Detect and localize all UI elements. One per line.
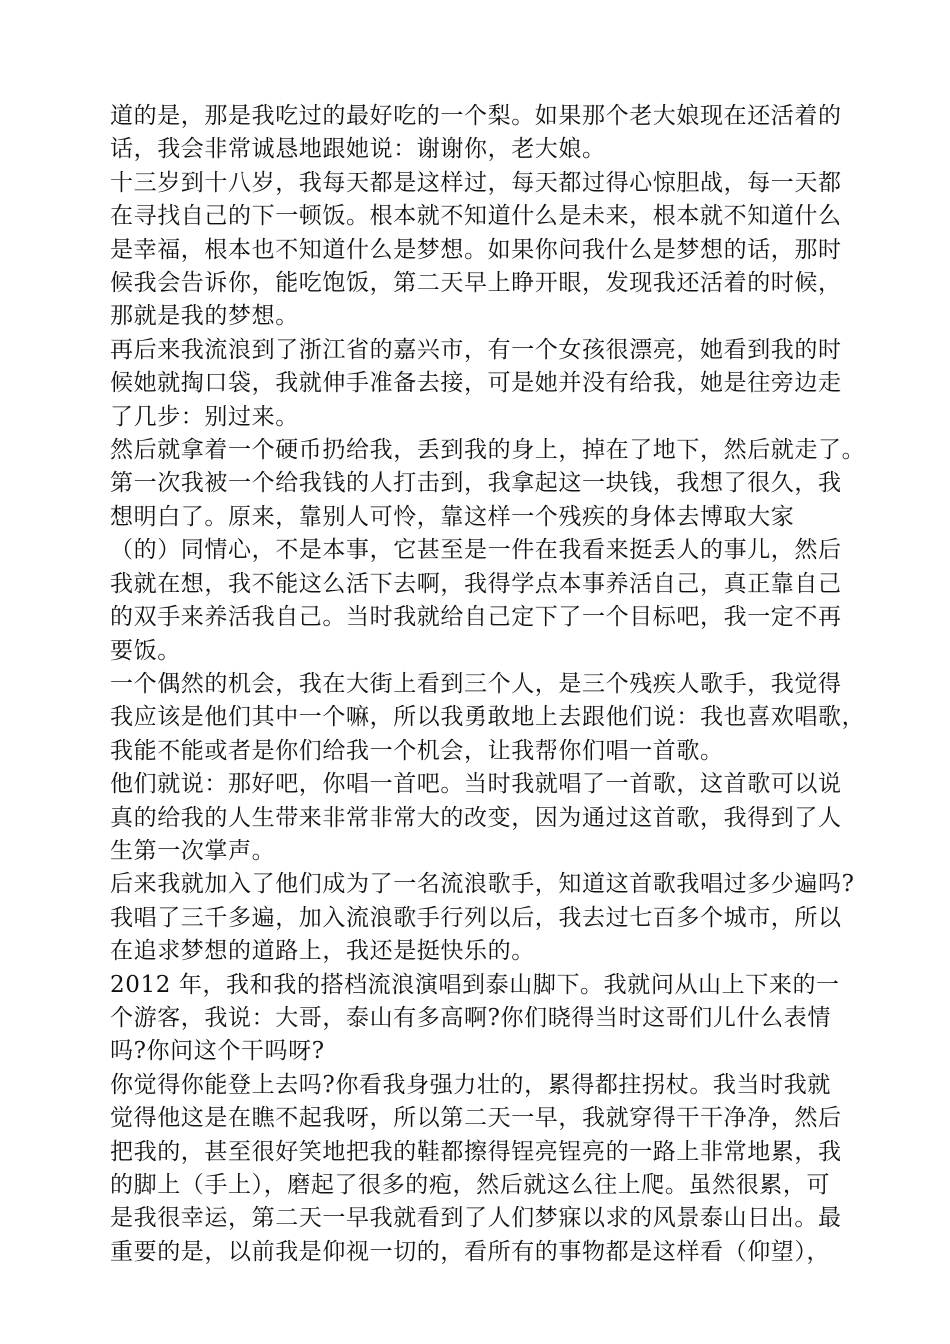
text-line: 我应该是他们其中一个嘛，所以我勇敢地上去跟他们说：我也喜欢唱歌， bbox=[110, 704, 866, 731]
text-line: 吗?你问这个干吗呀? bbox=[110, 1038, 325, 1065]
text-line: 生第一次掌声。 bbox=[110, 837, 276, 864]
text-line: 第一次我被一个给我钱的人打击到，我拿起这一块钱，我想了很久，我 bbox=[110, 470, 842, 497]
text-line: 想明白了。原来，靠别人可怜，靠这样一个残疾的身体去博取大家 bbox=[110, 503, 795, 530]
text-line: 我唱了三千多遍，加入流浪歌手行列以后，我去过七百多个城市，所以 bbox=[110, 904, 842, 931]
paragraph bbox=[110, 434, 866, 668]
text-line: 十三岁到十八岁，我每天都是这样过，每天都过得心惊胆战，每一天都 bbox=[110, 169, 842, 196]
text-line: 道的是，那是我吃过的最好吃的一个梨。如果那个老大娘现在还活着的 bbox=[110, 103, 842, 129]
text-line: 把我的，甚至很好笑地把我的鞋都擦得锃亮锃亮的一路上非常地累，我 bbox=[110, 1138, 842, 1165]
text-line: 你觉得你能登上去吗?你看我身强力壮的，累得都拄拐杖。我当时我就 bbox=[110, 1071, 831, 1098]
text-line: 一个偶然的机会，我在大街上看到三个人，是三个残疾人歌手，我觉得 bbox=[110, 670, 842, 697]
text-line: 候我会告诉你，能吃饱饭，第二天早上睁开眼，发现我还活着的时候， bbox=[110, 270, 842, 297]
text-line: 真的给我的人生带来非常非常大的改变，因为通过这首歌，我得到了人 bbox=[110, 804, 842, 831]
paragraph bbox=[110, 1069, 850, 1269]
text-line: 的脚上（手上），磨起了很多的疱，然后就这么往上爬。虽然很累，可 bbox=[110, 1172, 831, 1198]
text-line: 候她就掏口袋，我就伸手准备去接，可是她并没有给我，她是往旁边走 bbox=[110, 370, 842, 397]
text-line: 那就是我的梦想。 bbox=[110, 303, 299, 330]
paragraph bbox=[110, 334, 850, 434]
text-line: （的）同情心，不是本事，它甚至是一件在我看来挺丢人的事儿，然后 bbox=[110, 537, 842, 564]
paragraph bbox=[110, 768, 850, 868]
text-line: 在追求梦想的道路上，我还是挺快乐的。 bbox=[110, 938, 535, 965]
text-line: 的双手来养活我自己。当时我就给自己定下了一个目标吧，我一定不再 bbox=[110, 604, 842, 631]
paragraph bbox=[110, 668, 866, 768]
text-line: 是我很幸运，第二天一早我就看到了人们梦寐以求的风景泰山日出。最 bbox=[110, 1205, 842, 1232]
text-line: 是幸福，根本也不知道什么是梦想。如果你问我什么是梦想的话，那时 bbox=[110, 236, 842, 263]
paragraph bbox=[110, 167, 850, 334]
text-line: 觉得他这是在瞧不起我呀，所以第二天一早，我就穿得干干净净，然后 bbox=[110, 1105, 842, 1132]
text-line: 我就在想，我不能这么活下去啊，我得学点本事养活自己，真正靠自己 bbox=[110, 570, 842, 597]
paragraph bbox=[110, 868, 855, 968]
paragraph bbox=[110, 100, 850, 167]
paragraph bbox=[110, 969, 850, 1069]
document-body bbox=[110, 100, 866, 1269]
text-line: 重要的是，以前我是仰视一切的，看所有的事物都是这样看（仰望）， bbox=[110, 1238, 831, 1265]
text-line: 了几步：别过来。 bbox=[110, 403, 299, 430]
text-line: 个游客，我说：大哥，泰山有多高啊?你们晓得当时这哥们儿什么表情 bbox=[110, 1004, 831, 1031]
text-line: 要饭。 bbox=[110, 637, 181, 664]
text-line: 然后就拿着一个硬币扔给我，丢到我的身上，掉在了地下，然后就走了。 bbox=[110, 437, 866, 464]
text-line: 再后来我流浪到了浙江省的嘉兴市，有一个女孩很漂亮，她看到我的时 bbox=[110, 336, 842, 363]
text-line: 他们就说：那好吧，你唱一首吧。当时我就唱了一首歌，这首歌可以说 bbox=[110, 771, 842, 798]
text-line: 后来我就加入了他们成为了一名流浪歌手，知道这首歌我唱过多少遍吗? bbox=[110, 871, 855, 898]
text-line: 话，我会非常诚恳地跟她说：谢谢你，老大娘。 bbox=[110, 136, 606, 163]
text-line: 2012 年，我和我的搭档流浪演唱到泰山脚下。我就问从山上下来的一 bbox=[110, 971, 840, 998]
text-line: 在寻找自己的下一顿饭。根本就不知道什么是未来，根本就不知道什么 bbox=[110, 203, 842, 230]
text-line: 我能不能或者是你们给我一个机会，让我帮你们唱一首歌。 bbox=[110, 737, 724, 764]
